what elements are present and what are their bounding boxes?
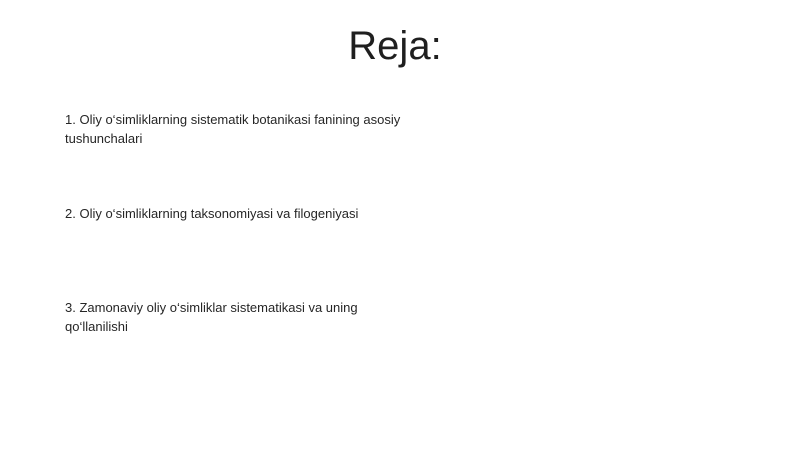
plan-item-1: 1. Oliy o‘simliklarning sistematik botanikasi fanining asosiy tushunchalari [65, 112, 401, 146]
plan-item-3: 3. Zamonaviy oliy o‘simliklar sistematikasi va uning qo‘llanilishi [65, 300, 358, 334]
slide-title: Reja: [348, 24, 442, 68]
plan-item-2: 2. Oliy o‘simliklarning taksonomiyasi va filogeniyasi [65, 206, 359, 221]
